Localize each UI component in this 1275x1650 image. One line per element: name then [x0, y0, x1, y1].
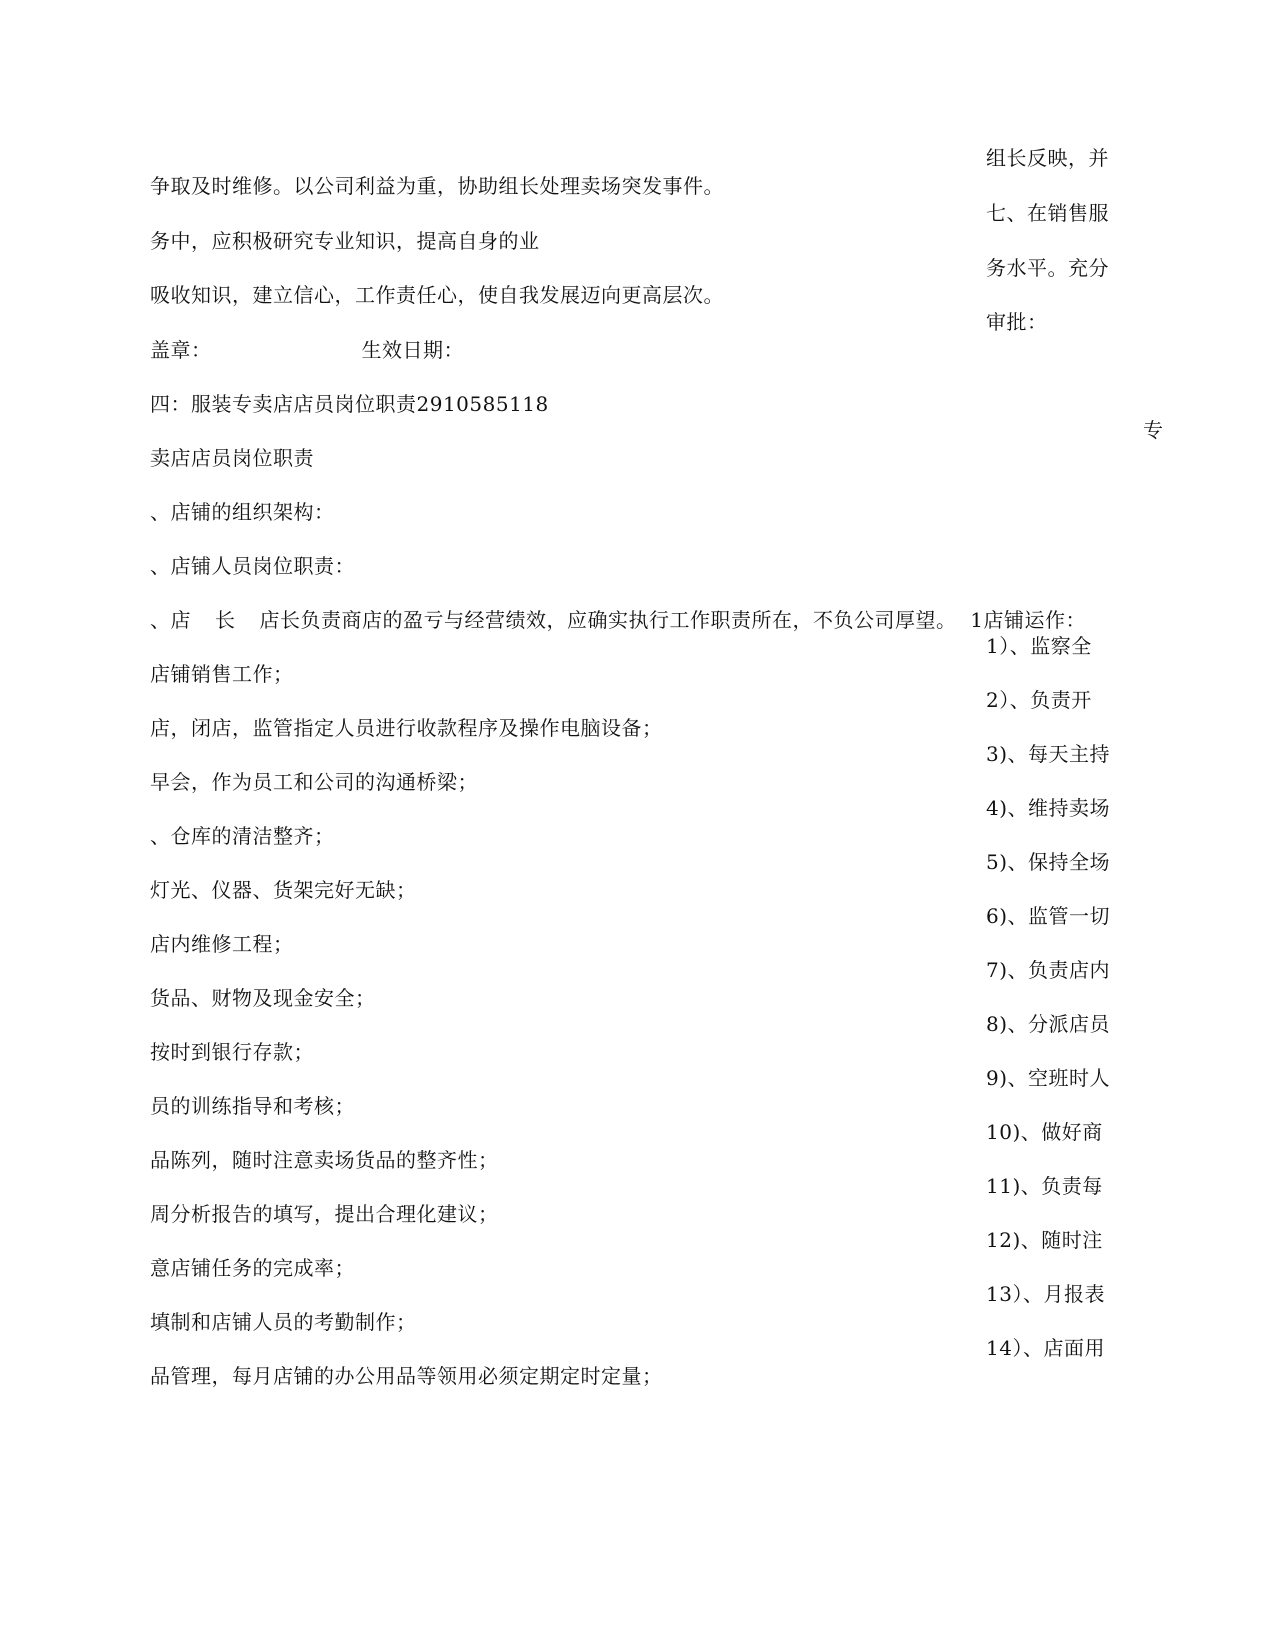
- right-line: 七、在销售服: [986, 201, 1109, 225]
- right-list-item: 4)、维持卖场: [986, 796, 1111, 820]
- right-list-item: 11)、负责每: [986, 1174, 1103, 1198]
- body-line: 争取及时维修。以公司利益为重，协助组长处理卖场突发事件。: [150, 174, 724, 198]
- right-list-item: 12)、随时注: [986, 1228, 1103, 1252]
- body-line: 、店铺的组织架构：: [150, 500, 335, 524]
- body-line: 意店铺任务的完成率；: [150, 1256, 355, 1280]
- body-line: 货品、财物及现金安全；: [150, 986, 376, 1010]
- body-line: 、店铺人员岗位职责：: [150, 554, 355, 578]
- body-line: 灯光、仪器、货架完好无缺；: [150, 878, 417, 902]
- store-operation-label: 1店铺运作：: [970, 608, 1086, 632]
- margin-char: 专: [1143, 418, 1164, 442]
- seal-label: 盖章：: [150, 338, 212, 362]
- section-heading: 四：服装专卖店店员岗位职责2910585118: [150, 392, 549, 416]
- right-line: 组长反映，并: [986, 146, 1109, 170]
- right-list-item: 2）、负责开: [986, 688, 1092, 712]
- body-line: 卖店店员岗位职责: [150, 446, 314, 470]
- manager-title: 长: [215, 608, 236, 632]
- body-line: 按时到银行存款；: [150, 1040, 314, 1064]
- body-line: 店，闭店，监管指定人员进行收款程序及操作电脑设备；: [150, 716, 663, 740]
- body-line: 务中，应积极研究专业知识，提高自身的业: [150, 229, 540, 253]
- right-list-item: 6)、监管一切: [986, 904, 1111, 928]
- store-manager-line: [150, 608, 1086, 632]
- right-line: 审批：: [986, 310, 1048, 334]
- body-line: 填制和店铺人员的考勤制作；: [150, 1310, 417, 1334]
- right-list-item: 5)、保持全场: [986, 850, 1111, 874]
- right-list-item: 9)、空班时人: [986, 1066, 1111, 1090]
- body-line: 员的训练指导和考核；: [150, 1094, 355, 1118]
- body-line: 、仓库的清洁整齐；: [150, 824, 335, 848]
- body-line: 品管理，每月店铺的办公用品等领用必须定期定时定量；: [150, 1364, 663, 1388]
- right-list-item: 8)、分派店员: [986, 1012, 1111, 1036]
- right-list-item: 14）、店面用: [986, 1336, 1105, 1360]
- right-list-item: 10)、做好商: [986, 1120, 1103, 1144]
- seal-date-line: [150, 338, 464, 362]
- body-line: 店铺销售工作；: [150, 662, 294, 686]
- manager-duty-text: 店长负责商店的盈亏与经营绩效，应确实执行工作职责所在，不负公司厚望。: [259, 608, 957, 632]
- body-line: 店内维修工程；: [150, 932, 294, 956]
- body-line: 品陈列，随时注意卖场货品的整齐性；: [150, 1148, 499, 1172]
- right-list-item: 1）、监察全: [986, 634, 1092, 658]
- body-line: 周分析报告的填写，提出合理化建议；: [150, 1202, 499, 1226]
- body-line: 早会，作为员工和公司的沟通桥梁；: [150, 770, 478, 794]
- body-line: 吸收知识，建立信心，工作责任心，使自我发展迈向更高层次。: [150, 283, 724, 307]
- right-list-item: 13）、月报表: [986, 1282, 1105, 1306]
- right-list-item: 7)、负责店内: [986, 958, 1111, 982]
- right-line: 务水平。充分: [986, 256, 1109, 280]
- right-list-item: 3)、每天主持: [986, 742, 1111, 766]
- manager-prefix: 、店: [150, 608, 191, 632]
- effective-date-label: 生效日期：: [361, 338, 464, 362]
